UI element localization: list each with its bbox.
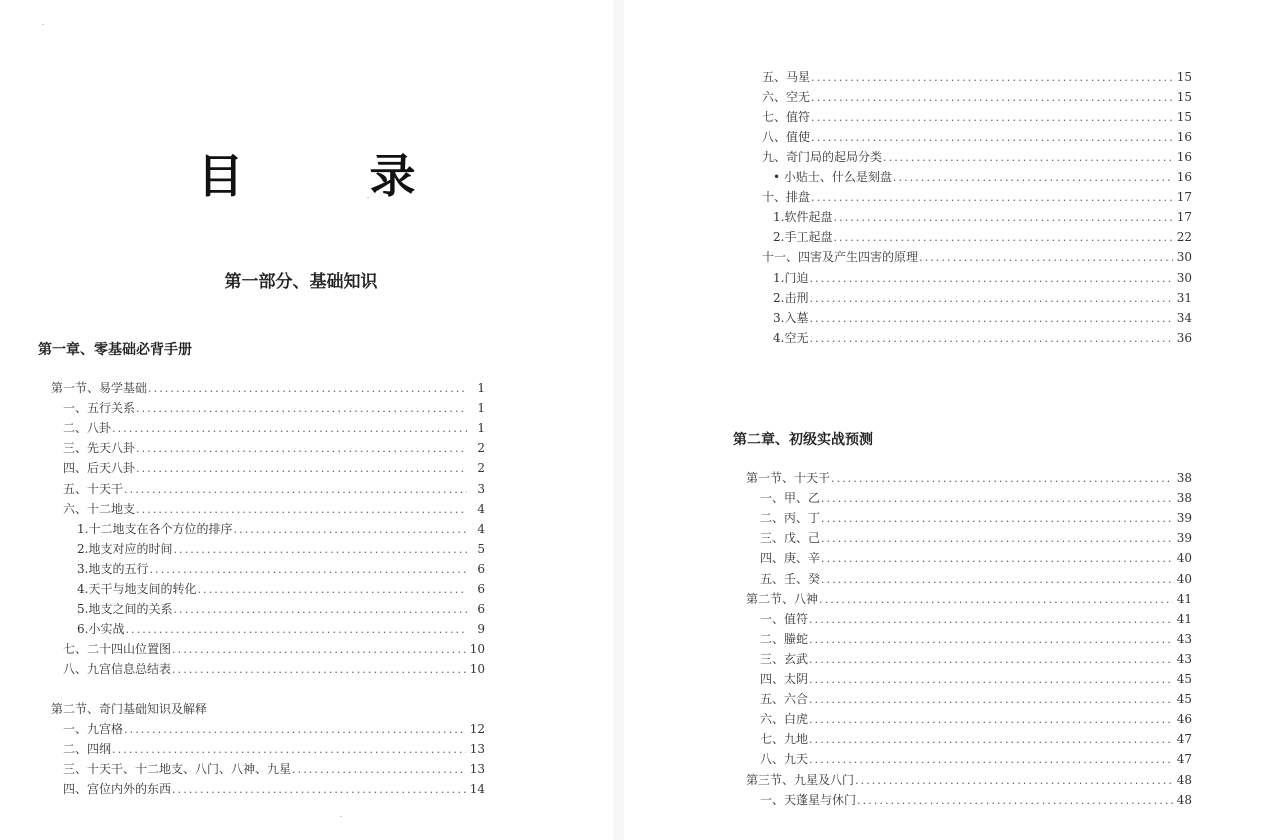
toc-entry-label: 4.天干与地支间的转化 bbox=[77, 582, 197, 596]
toc-entry-page-number: 16 bbox=[1176, 170, 1192, 185]
toc-entry[interactable] bbox=[63, 759, 485, 779]
toc-entry-label: 八、九天 bbox=[760, 752, 809, 767]
dot-leader bbox=[172, 660, 466, 680]
toc-entry-page-number: 2 bbox=[477, 461, 485, 476]
toc-entry[interactable] bbox=[63, 639, 485, 659]
toc-entry-page-number: 39 bbox=[1176, 511, 1192, 526]
toc-entry-label: 2.击刑 bbox=[773, 290, 809, 305]
dot-leader bbox=[831, 469, 1173, 489]
toc-entry-page-number: 38 bbox=[1176, 491, 1192, 506]
toc-entry-label: 五、壬、癸 bbox=[760, 571, 821, 586]
toc-entry-page-number: 16 bbox=[1176, 130, 1192, 145]
toc-entry-label: 2.手工起盘 bbox=[773, 230, 833, 245]
toc-entry[interactable] bbox=[746, 589, 1192, 609]
dot-leader bbox=[173, 540, 467, 560]
dot-leader bbox=[809, 269, 1172, 289]
dot-leader bbox=[112, 419, 467, 439]
toc-entry-label: 一、九宫格 bbox=[63, 722, 124, 737]
toc-entry[interactable] bbox=[51, 378, 485, 398]
toc-entry-label: 一、五行关系 bbox=[63, 401, 136, 416]
document-page-left bbox=[0, 0, 613, 840]
dot-leader bbox=[197, 580, 467, 600]
toc-entry-page-number: 1 bbox=[477, 381, 485, 395]
dot-leader bbox=[857, 791, 1173, 811]
toc-entry-page-number: 16 bbox=[1176, 150, 1192, 165]
toc-entry-label: 五、六合 bbox=[760, 692, 809, 707]
dot-leader bbox=[833, 228, 1172, 248]
toc-entry-page-number: 46 bbox=[1176, 712, 1192, 727]
dot-leader bbox=[292, 760, 466, 780]
toc-entry-page-number: 3 bbox=[477, 481, 485, 496]
dot-leader bbox=[809, 650, 1173, 670]
toc-entry[interactable] bbox=[762, 127, 1192, 147]
dot-leader bbox=[809, 710, 1173, 730]
toc-entry[interactable] bbox=[63, 719, 485, 739]
toc-entry-label: 二、八卦 bbox=[63, 421, 112, 436]
toc-entry-label: 一、天蓬星与休门 bbox=[760, 792, 857, 807]
toc-entry-page-number: 17 bbox=[1176, 190, 1192, 205]
toc-entry[interactable] bbox=[760, 729, 1192, 749]
toc-entry-page-number: 36 bbox=[1176, 330, 1192, 345]
toc-entry-label: 第二节、八神 bbox=[746, 591, 819, 606]
toc-entry-page-number: 1 bbox=[477, 401, 485, 416]
toc-entry-label: 第一节、易学基础 bbox=[51, 381, 148, 395]
chapter-title: 第二章、初级实战预测 bbox=[733, 432, 873, 448]
toc-entry-page-number: 2 bbox=[477, 441, 485, 456]
dot-leader bbox=[124, 720, 466, 740]
toc-entry-label: 四、后天八卦 bbox=[63, 461, 136, 476]
toc-entry-page-number: 34 bbox=[1176, 310, 1192, 325]
toc-entry[interactable] bbox=[762, 147, 1192, 167]
toc-entry[interactable] bbox=[63, 418, 485, 438]
toc-entry[interactable] bbox=[762, 107, 1192, 127]
toc-title: 目 录 bbox=[197, 149, 456, 203]
toc-entry[interactable] bbox=[762, 187, 1192, 207]
dot-leader bbox=[809, 610, 1173, 630]
toc-entry[interactable] bbox=[760, 629, 1192, 649]
toc-entry[interactable] bbox=[63, 779, 485, 799]
toc-entry[interactable] bbox=[762, 87, 1192, 107]
toc-entry[interactable] bbox=[63, 398, 485, 418]
toc-entry[interactable] bbox=[773, 308, 1192, 328]
toc-entry-page-number: 30 bbox=[1176, 250, 1192, 265]
toc-entry[interactable] bbox=[77, 599, 485, 619]
dot-leader bbox=[855, 771, 1173, 791]
toc-entry[interactable] bbox=[773, 207, 1192, 227]
toc-entry[interactable] bbox=[760, 569, 1192, 589]
toc-entry[interactable] bbox=[760, 790, 1192, 810]
toc-entry-page-number: 15 bbox=[1176, 110, 1192, 125]
toc-entry-page-number: 43 bbox=[1176, 631, 1192, 646]
toc-entry-label: 八、九宫信息总结表 bbox=[63, 662, 172, 677]
toc-entry-label: 第二节、奇门基础知识及解释 bbox=[51, 702, 208, 716]
dot-leader bbox=[809, 329, 1172, 349]
toc-entry-page-number: 14 bbox=[469, 782, 485, 797]
toc-entry[interactable] bbox=[773, 288, 1192, 308]
toc-entry-label: 六、白虎 bbox=[760, 712, 809, 727]
toc-entry[interactable] bbox=[773, 328, 1192, 348]
toc-entry[interactable] bbox=[63, 479, 485, 499]
dot-leader bbox=[819, 590, 1173, 610]
toc-entry[interactable] bbox=[773, 268, 1192, 288]
toc-entry-label: 二、螣蛇 bbox=[760, 631, 809, 646]
toc-entry-label: 二、丙、丁 bbox=[760, 511, 821, 526]
dot-leader bbox=[809, 730, 1173, 750]
toc-entry-label: 六、十二地支 bbox=[63, 501, 136, 516]
scan-speck bbox=[42, 24, 44, 25]
toc-entry-label: 五、十天干 bbox=[63, 481, 124, 496]
dot-leader bbox=[811, 68, 1173, 88]
toc-entry[interactable] bbox=[746, 770, 1192, 790]
toc-entry-page-number: 48 bbox=[1176, 792, 1192, 807]
dot-leader bbox=[883, 148, 1173, 168]
dot-leader bbox=[136, 459, 467, 479]
toc-entry-label: 三、十天干、十二地支、八门、八神、九星 bbox=[63, 762, 292, 777]
toc-entry-label: 七、九地 bbox=[760, 732, 809, 747]
dot-leader bbox=[112, 740, 466, 760]
toc-entry[interactable] bbox=[63, 739, 485, 759]
dot-leader bbox=[809, 750, 1173, 770]
toc-entry[interactable] bbox=[77, 619, 485, 639]
toc-entry-label: • 小贴士、什么是刻盘 bbox=[773, 170, 892, 185]
dot-leader bbox=[811, 88, 1173, 108]
dot-leader bbox=[811, 128, 1173, 148]
toc-entry-page-number: 1 bbox=[477, 421, 485, 436]
toc-entry-label: 一、值符 bbox=[760, 611, 809, 626]
toc-entry[interactable] bbox=[77, 539, 485, 559]
toc-entry-label: 十、排盘 bbox=[762, 190, 811, 205]
toc-entry-page-number: 41 bbox=[1176, 591, 1192, 606]
toc-entry-label: 八、值使 bbox=[762, 130, 811, 145]
toc-entry-page-number: 41 bbox=[1176, 611, 1192, 626]
scan-speck bbox=[340, 816, 342, 817]
toc-entry-page-number: 43 bbox=[1176, 651, 1192, 666]
toc-entry-label: 三、戊、己 bbox=[760, 531, 821, 546]
toc-entry-label: 1.软件起盘 bbox=[773, 210, 833, 225]
toc-entry-label: 1.十二地支在各个方位的排序 bbox=[77, 521, 233, 536]
dot-leader bbox=[148, 379, 467, 399]
toc-entry[interactable] bbox=[77, 579, 485, 599]
dot-leader bbox=[821, 489, 1173, 509]
dot-leader bbox=[821, 509, 1173, 529]
toc-entry-page-number: 6 bbox=[477, 602, 485, 617]
toc-entry[interactable] bbox=[760, 528, 1192, 548]
toc-entry-label: 四、宫位内外的东西 bbox=[63, 782, 172, 797]
dot-leader bbox=[811, 108, 1173, 128]
toc-entry[interactable] bbox=[760, 749, 1192, 769]
toc-entry-label: 三、先天八卦 bbox=[63, 441, 136, 456]
toc-entry-page-number: 39 bbox=[1176, 531, 1192, 546]
dot-leader bbox=[172, 780, 466, 800]
dot-leader bbox=[233, 520, 467, 540]
toc-entry[interactable] bbox=[760, 669, 1192, 689]
toc-entry-page-number: 5 bbox=[477, 541, 485, 556]
dot-leader bbox=[821, 549, 1173, 569]
toc-entry[interactable] bbox=[77, 559, 485, 579]
toc-entry-label: 3.入墓 bbox=[773, 310, 809, 325]
dot-leader bbox=[821, 529, 1173, 549]
toc-entry[interactable] bbox=[63, 659, 485, 679]
dot-leader bbox=[809, 670, 1173, 690]
toc-entry-page-number: 45 bbox=[1176, 672, 1192, 686]
toc-entry-page-number: 13 bbox=[469, 742, 485, 757]
toc-entry-label: 4.空无 bbox=[773, 330, 809, 345]
toc-entry[interactable] bbox=[762, 67, 1192, 87]
toc-entry-page-number: 45 bbox=[1176, 692, 1192, 707]
toc-entry-page-number: 9 bbox=[477, 622, 485, 637]
toc-entry-page-number: 40 bbox=[1176, 571, 1192, 586]
toc-entry[interactable] bbox=[746, 468, 1192, 488]
dot-leader bbox=[809, 289, 1172, 309]
toc-entry-label: 七、二十四山位置图 bbox=[63, 642, 172, 657]
toc-entry-page-number: 17 bbox=[1176, 210, 1192, 225]
toc-entry-page-number: 38 bbox=[1176, 471, 1192, 485]
dot-leader bbox=[136, 439, 467, 459]
toc-entry-label: 6.小实战 bbox=[77, 622, 125, 637]
toc-entry-page-number: 40 bbox=[1176, 551, 1192, 566]
toc-entry-page-number: 47 bbox=[1176, 732, 1192, 747]
dot-leader bbox=[809, 309, 1172, 329]
toc-entry-page-number: 6 bbox=[477, 561, 485, 576]
toc-entry[interactable] bbox=[63, 458, 485, 478]
toc-entry-label: 1.门迫 bbox=[773, 270, 809, 285]
toc-entry-label: 九、奇门局的起局分类 bbox=[762, 150, 883, 165]
toc-entry-label: 5.地支之间的关系 bbox=[77, 602, 173, 617]
toc-entry-page-number: 10 bbox=[469, 662, 485, 677]
toc-entry[interactable] bbox=[773, 167, 1192, 187]
toc-entry-label: 十一、四害及产生四害的原理 bbox=[762, 250, 919, 265]
dot-leader bbox=[136, 500, 467, 520]
toc-entry-label: 六、空无 bbox=[762, 90, 811, 105]
toc-entry-label: 四、庚、辛 bbox=[760, 551, 821, 566]
toc-entry[interactable] bbox=[760, 709, 1192, 729]
dot-leader bbox=[172, 640, 466, 660]
toc-entry-label: 第一节、十天干 bbox=[746, 471, 831, 485]
toc-entry[interactable] bbox=[77, 519, 485, 539]
dot-leader bbox=[809, 630, 1173, 650]
dot-leader bbox=[136, 399, 467, 419]
toc-entry[interactable] bbox=[760, 689, 1192, 709]
document-page-right bbox=[624, 0, 1271, 840]
toc-entry-page-number: 31 bbox=[1176, 290, 1192, 305]
toc-entry-label: 第三节、九星及八门 bbox=[746, 772, 855, 787]
toc-entry-page-number: 22 bbox=[1176, 230, 1192, 245]
toc-entry-label: 一、甲、乙 bbox=[760, 491, 821, 506]
toc-entry-page-number: 13 bbox=[469, 762, 485, 777]
toc-entry[interactable] bbox=[760, 649, 1192, 669]
toc-entry-page-number: 15 bbox=[1176, 90, 1192, 105]
dot-leader bbox=[919, 248, 1173, 268]
toc-entry-label: 2.地支对应的时间 bbox=[77, 541, 173, 556]
dot-leader bbox=[833, 208, 1172, 228]
toc-entry-page-number: 30 bbox=[1176, 270, 1192, 285]
toc-entry-page-number: 15 bbox=[1176, 70, 1192, 84]
part-title: 第一部分、基础知识 bbox=[224, 272, 378, 292]
dot-leader bbox=[173, 600, 467, 620]
toc-entry[interactable] bbox=[63, 499, 485, 519]
toc-entry[interactable] bbox=[760, 508, 1192, 528]
dot-leader bbox=[124, 480, 467, 500]
toc-entry-page-number: 10 bbox=[469, 642, 485, 657]
toc-entry-page-number: 4 bbox=[477, 501, 485, 516]
dot-leader bbox=[809, 690, 1173, 710]
dot-leader bbox=[149, 560, 467, 580]
toc-entry-page-number: 4 bbox=[477, 521, 485, 536]
toc-entry-page-number: 47 bbox=[1176, 752, 1192, 767]
toc-entry[interactable] bbox=[760, 609, 1192, 629]
toc-entry[interactable] bbox=[773, 227, 1192, 247]
toc-entry-page-number: 6 bbox=[477, 582, 485, 596]
toc-entry[interactable] bbox=[760, 488, 1192, 508]
chapter-title: 第一章、零基础必背手册 bbox=[38, 342, 192, 358]
toc-entry-label: 三、玄武 bbox=[760, 651, 809, 666]
toc-entry[interactable] bbox=[63, 438, 485, 458]
toc-entry-label: 七、值符 bbox=[762, 110, 811, 125]
dot-leader bbox=[811, 188, 1173, 208]
toc-entry-label: 二、四纲 bbox=[63, 742, 112, 757]
toc-entry-label: 四、太阴 bbox=[760, 672, 809, 686]
dot-leader bbox=[125, 620, 467, 640]
toc-entry-label: 3.地支的五行 bbox=[77, 561, 149, 576]
toc-entry-page-number: 12 bbox=[469, 722, 485, 737]
dot-leader bbox=[893, 168, 1173, 188]
toc-entry[interactable] bbox=[760, 548, 1192, 568]
toc-entry-label: 五、马星 bbox=[762, 70, 811, 84]
toc-entry[interactable] bbox=[51, 699, 485, 719]
toc-entry[interactable] bbox=[762, 247, 1192, 267]
toc-entry-page-number: 48 bbox=[1176, 772, 1192, 787]
dot-leader bbox=[821, 570, 1173, 590]
